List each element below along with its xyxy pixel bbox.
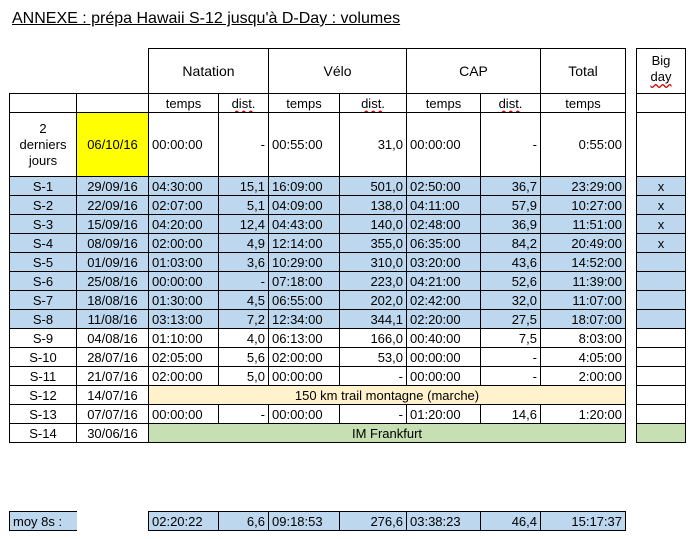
bigday-mark: x	[637, 234, 686, 253]
cell: 08/09/16	[77, 234, 149, 253]
cell: 202,0	[340, 291, 407, 310]
sub-header-row	[10, 94, 626, 113]
cell: S-7	[10, 291, 77, 310]
cell: S-6	[10, 272, 77, 291]
cell: 501,0	[340, 177, 407, 196]
cell: -	[340, 405, 407, 424]
cell: 01:20:00	[407, 405, 481, 424]
table-row	[10, 196, 626, 215]
cell: 10:27:00	[541, 196, 626, 215]
cell: 00:00:00	[149, 405, 219, 424]
cell: 00:40:00	[407, 329, 481, 348]
cell: 0:55:00	[541, 113, 626, 177]
cell: 03:38:23	[407, 512, 481, 531]
bigday-mark	[637, 329, 686, 348]
cell: 04:09:00	[269, 196, 340, 215]
cell: 140,0	[340, 215, 407, 234]
week-date: 07/07/16	[77, 405, 149, 424]
cell: 00:55:00	[269, 113, 340, 177]
cell: 3,6	[219, 253, 269, 272]
table-row	[10, 348, 626, 367]
cell: 14:52:00	[541, 253, 626, 272]
bigday-mark	[637, 291, 686, 310]
week-date: 30/06/16	[77, 424, 149, 443]
cell: 344,1	[340, 310, 407, 329]
cell: 02:05:00	[149, 348, 219, 367]
cell: 06:13:00	[269, 329, 340, 348]
cell: 16:09:00	[269, 177, 340, 196]
cell: 5,1	[219, 196, 269, 215]
cell: 46,4	[481, 512, 541, 531]
bigday-mark: x	[637, 196, 686, 215]
cell: 04:21:00	[407, 272, 481, 291]
cell: 20:49:00	[541, 234, 626, 253]
cell: 09:18:53	[269, 512, 340, 531]
cell: -	[219, 405, 269, 424]
cell: 02:20:00	[407, 310, 481, 329]
page-title: ANNEXE : prépa Hawaii S-12 jusqu'à D-Day : volumes	[12, 10, 401, 27]
bigday-table	[636, 48, 686, 443]
cell: 223,0	[340, 272, 407, 291]
cell: 12:14:00	[269, 234, 340, 253]
cell: 11/08/16	[77, 310, 149, 329]
cell: 22/09/16	[77, 196, 149, 215]
bigday-header: Big day	[637, 49, 686, 94]
cell: 4:05:00	[541, 348, 626, 367]
table-row	[10, 272, 626, 291]
volumes-table	[9, 48, 626, 443]
table-row	[10, 367, 626, 386]
cell: 5,6	[219, 348, 269, 367]
cell: 02:00:00	[269, 348, 340, 367]
cell: 28/07/16	[77, 348, 149, 367]
cell: S-5	[10, 253, 77, 272]
cell: 02:00:00	[149, 367, 219, 386]
cell: -	[219, 113, 269, 177]
table-row	[10, 405, 626, 424]
table-row	[10, 177, 626, 196]
cell: 02:00:00	[149, 234, 219, 253]
cell: 36,9	[481, 215, 541, 234]
cell: 14,6	[481, 405, 541, 424]
cell: -	[219, 272, 269, 291]
bigday-mark	[637, 272, 686, 291]
cell: 21/07/16	[77, 367, 149, 386]
col-natation-temps: temps	[149, 94, 219, 113]
cell: 8:03:00	[541, 329, 626, 348]
cell: 11:39:00	[541, 272, 626, 291]
bigday-mark	[637, 367, 686, 386]
col-cap-temps: temps	[407, 94, 481, 113]
cell: 7,2	[219, 310, 269, 329]
col-velo-dist: dist.	[361, 95, 385, 111]
cell: 04/08/16	[77, 329, 149, 348]
cell: 29/09/16	[77, 177, 149, 196]
cell: 57,9	[481, 196, 541, 215]
cell: 32,0	[481, 291, 541, 310]
cell: 23:29:00	[541, 177, 626, 196]
average-row	[10, 512, 626, 531]
cell: 06:35:00	[407, 234, 481, 253]
group-natation: Natation	[149, 49, 269, 94]
cell: 27,5	[481, 310, 541, 329]
table-row	[10, 424, 626, 443]
cell: 1:20:00	[541, 405, 626, 424]
cell: 138,0	[340, 196, 407, 215]
cell: 11:07:00	[541, 291, 626, 310]
cell: 07:18:00	[269, 272, 340, 291]
cell: S-1	[10, 177, 77, 196]
cell: S-10	[10, 348, 77, 367]
cell: 12:34:00	[269, 310, 340, 329]
cell: S-8	[10, 310, 77, 329]
bigday-mark: x	[637, 177, 686, 196]
cell: 12,4	[219, 215, 269, 234]
average-label: moy 8s :	[10, 512, 77, 531]
week-label: S-13	[10, 405, 77, 424]
cell: 15:17:37	[541, 512, 626, 531]
bigday-mark	[637, 310, 686, 329]
first-date: 06/10/16	[77, 113, 149, 177]
cell: 15,1	[219, 177, 269, 196]
cell: S-11	[10, 367, 77, 386]
bigday-mark	[637, 253, 686, 272]
cell: 355,0	[340, 234, 407, 253]
cell: 4,5	[219, 291, 269, 310]
cell: 4,0	[219, 329, 269, 348]
average-table	[9, 511, 626, 531]
cell: 04:11:00	[407, 196, 481, 215]
cell: 52,6	[481, 272, 541, 291]
group-header-row	[10, 49, 626, 94]
cell: 15/09/16	[77, 215, 149, 234]
cell: -	[481, 113, 541, 177]
group-cap: CAP	[407, 49, 541, 94]
cell: 02:50:00	[407, 177, 481, 196]
cell: 01:10:00	[149, 329, 219, 348]
cell: 53,0	[340, 348, 407, 367]
cell: 04:20:00	[149, 215, 219, 234]
cell: 04:43:00	[269, 215, 340, 234]
cell: 01:03:00	[149, 253, 219, 272]
col-total-temps: temps	[541, 94, 626, 113]
cell: S-9	[10, 329, 77, 348]
cell: 00:00:00	[269, 405, 340, 424]
cell: 6,6	[219, 512, 269, 531]
cell: 5,0	[219, 367, 269, 386]
cell: 36,7	[481, 177, 541, 196]
group-velo: Vélo	[269, 49, 407, 94]
table-row	[10, 215, 626, 234]
cell: 03:13:00	[149, 310, 219, 329]
col-natation-dist: dist.	[231, 95, 256, 111]
cell: 2:00:00	[541, 367, 626, 386]
table-row	[10, 386, 626, 405]
cell: 03:20:00	[407, 253, 481, 272]
cell: 7,5	[481, 329, 541, 348]
cell: S-3	[10, 215, 77, 234]
table-row	[10, 234, 626, 253]
bigday-mark: x	[637, 215, 686, 234]
week-date: 14/07/16	[77, 386, 149, 405]
cell: 01/09/16	[77, 253, 149, 272]
cell: 31,0	[340, 113, 407, 177]
cell: -	[481, 367, 541, 386]
cell: 06:55:00	[269, 291, 340, 310]
week-label: S-14	[10, 424, 77, 443]
cell: 00:00:00	[407, 367, 481, 386]
cell: 00:00:00	[149, 113, 219, 177]
cell: 11:51:00	[541, 215, 626, 234]
cell: 04:30:00	[149, 177, 219, 196]
cell: 00:00:00	[269, 367, 340, 386]
table-row	[10, 329, 626, 348]
s12-note: 150 km trail montagne (marche)	[149, 386, 626, 405]
cell: 43,6	[481, 253, 541, 272]
cell: 276,6	[340, 512, 407, 531]
cell: 01:30:00	[149, 291, 219, 310]
cell: -	[340, 367, 407, 386]
cell: 00:00:00	[407, 113, 481, 177]
col-cap-dist: dist.	[498, 95, 523, 111]
cell: 02:48:00	[407, 215, 481, 234]
cell: 00:00:00	[149, 272, 219, 291]
table-row	[10, 310, 626, 329]
bigday-mark	[637, 348, 686, 367]
cell: S-4	[10, 234, 77, 253]
cell: 02:42:00	[407, 291, 481, 310]
cell: S-2	[10, 196, 77, 215]
cell: 10:29:00	[269, 253, 340, 272]
col-velo-temps: temps	[269, 94, 340, 113]
cell: 84,2	[481, 234, 541, 253]
cell: 02:20:22	[149, 512, 219, 531]
cell: -	[481, 348, 541, 367]
s14-note: IM Frankfurt	[149, 424, 626, 443]
table-row	[10, 291, 626, 310]
first-row	[10, 113, 626, 177]
cell: 166,0	[340, 329, 407, 348]
cell: 18:07:00	[541, 310, 626, 329]
week-label: S-12	[10, 386, 77, 405]
cell: 4,9	[219, 234, 269, 253]
cell: 310,0	[340, 253, 407, 272]
cell: 25/08/16	[77, 272, 149, 291]
group-total: Total	[541, 49, 626, 94]
first-week-label: 2 derniers jours	[10, 113, 77, 177]
cell: 00:00:00	[407, 348, 481, 367]
cell: 02:07:00	[149, 196, 219, 215]
table-row	[10, 253, 626, 272]
cell: 18/08/16	[77, 291, 149, 310]
